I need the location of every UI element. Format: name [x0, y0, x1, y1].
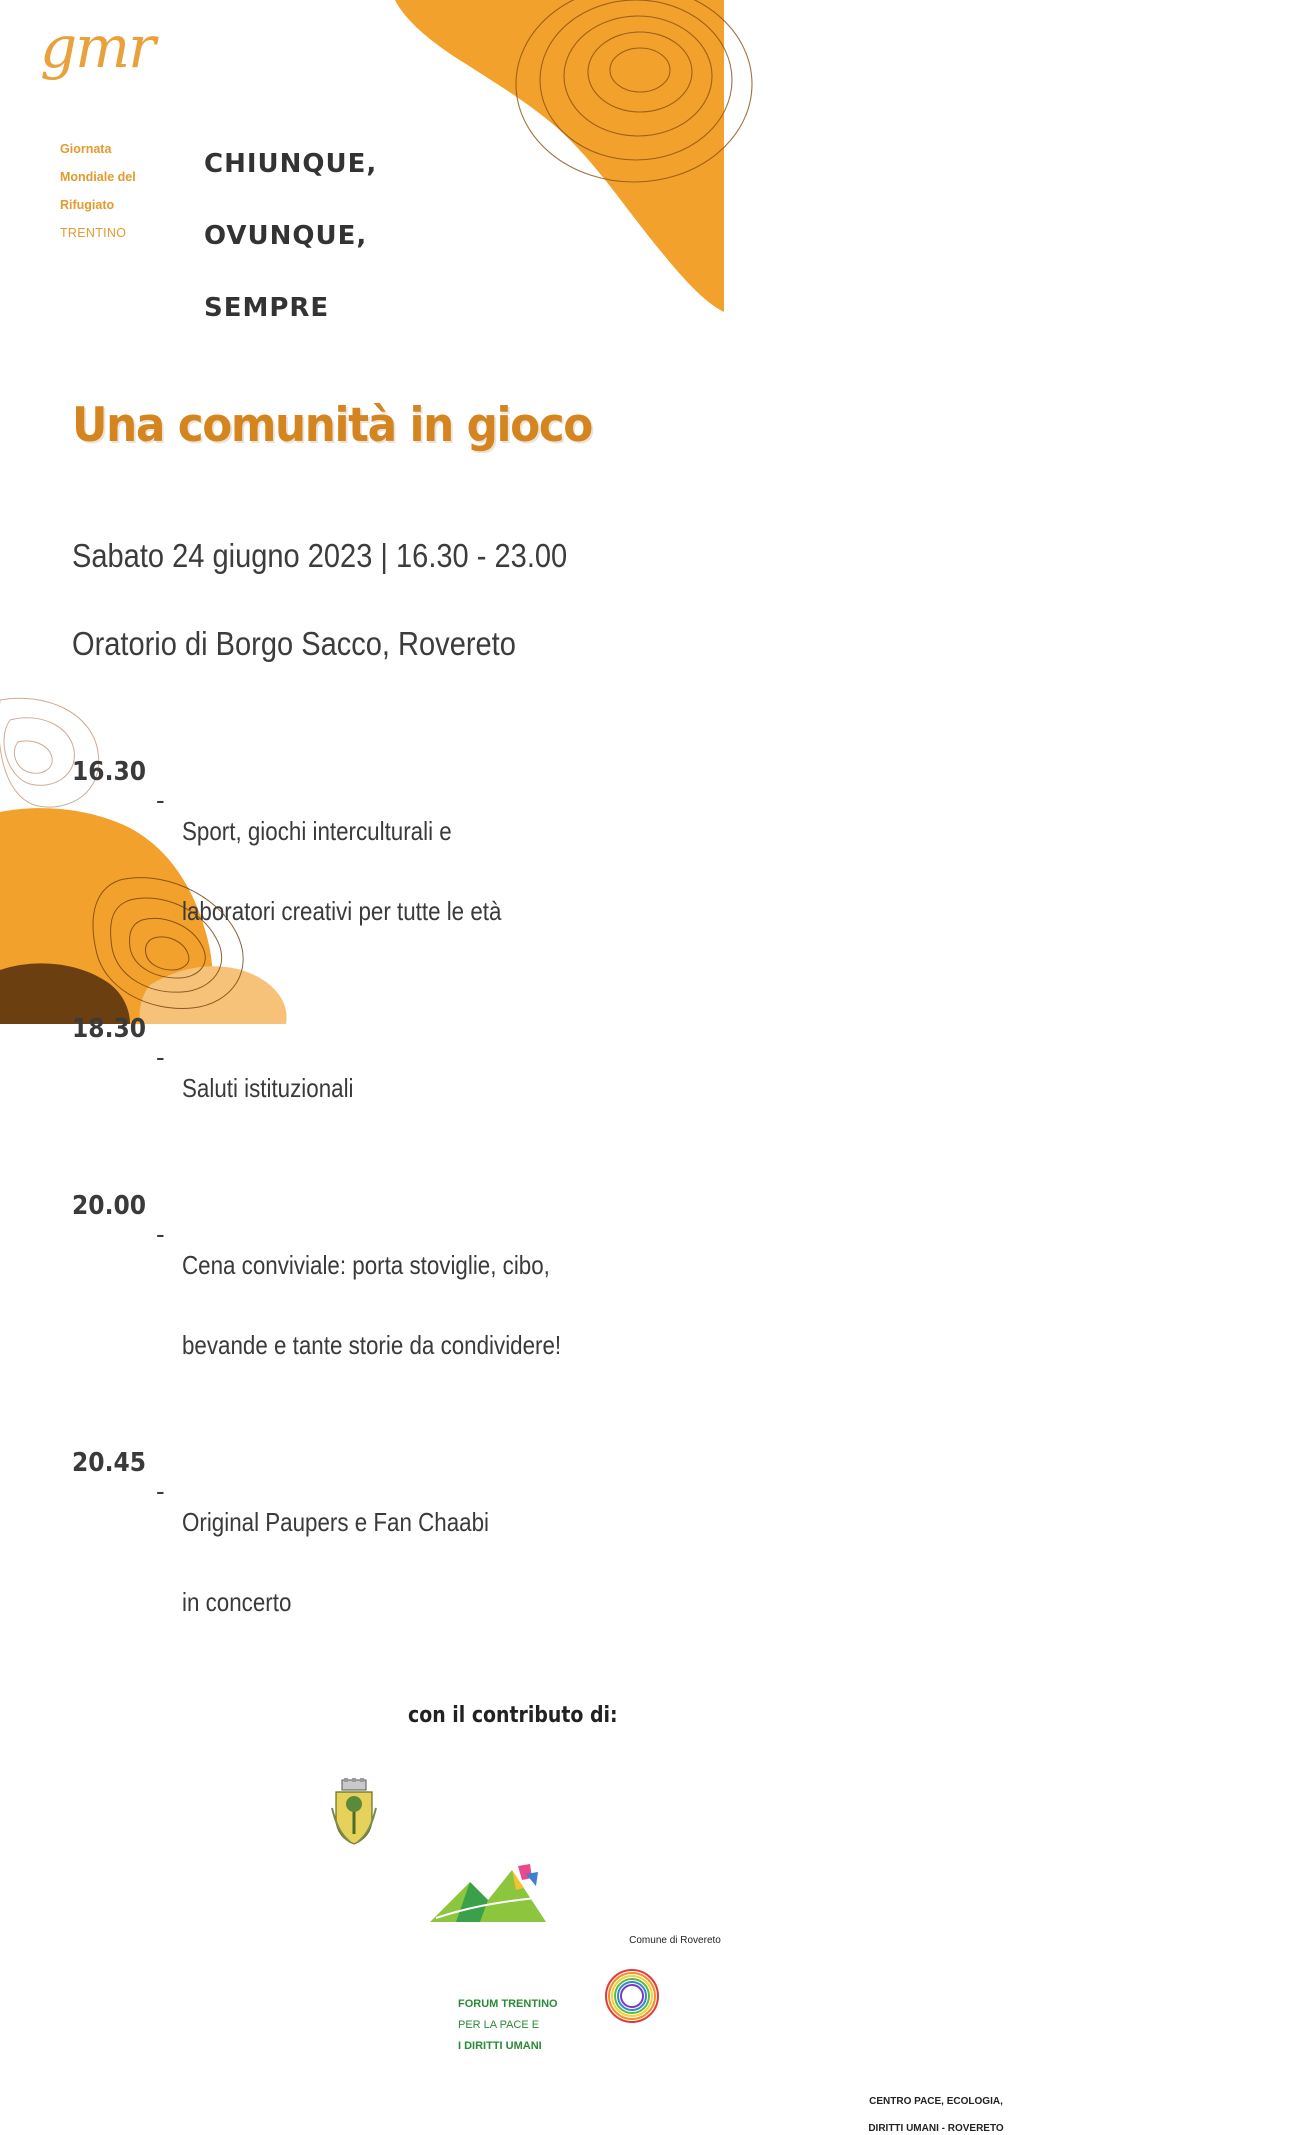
program-dash-1: - [156, 785, 165, 815]
event-date-time: Sabato 24 giugno 2023 | 16.30 - 23.00 [72, 537, 568, 574]
program-desc-4b: in concerto [182, 1587, 292, 1617]
program-dash-4: - [156, 1476, 165, 1506]
sponsor-comune-label: Comune di Rovereto [629, 1935, 721, 1946]
program-time-2: 18.30 [72, 1014, 147, 1044]
sponsor-forum-line-3: I DIRITTI UMANI [458, 2040, 542, 2052]
slogan-line-3: SEMPRE [204, 293, 330, 323]
sponsor-centro-line-2: DIRITTI UMANI - ROVERETO [868, 2123, 1004, 2134]
coat-of-arms-icon [330, 1778, 378, 1848]
program-time-4: 20.45 [72, 1448, 147, 1478]
slogan-line-2: OVUNQUE, [204, 221, 368, 251]
rainbow-circles-icon [604, 1968, 660, 2024]
program-desc-4a: Original Paupers e Fan Chaabi [182, 1507, 490, 1537]
program-desc-3a: Cena conviviale: porta stoviglie, cibo, [182, 1250, 550, 1280]
logo-text-line-4: TRENTINO [60, 226, 127, 240]
logo-text-line-1: Giornata [60, 142, 112, 156]
logo-text-line-3: Rifugiato [60, 198, 115, 212]
event-title: Una comunità in gioco [72, 398, 592, 453]
program-desc-1a: Sport, giochi interculturali e [182, 816, 452, 846]
program-desc-3b: bevande e tante storie da condividere! [182, 1330, 562, 1360]
program-desc-1b: laboratori creativi per tutte le età [182, 896, 502, 926]
program-time-3: 20.00 [72, 1191, 147, 1221]
program-dash-2: - [156, 1042, 165, 1072]
bottom-left-contours [0, 698, 99, 807]
program-dash-3: - [156, 1219, 165, 1249]
sponsor-forum-line-1: FORUM TRENTINO [458, 1998, 558, 2010]
gmr-logo-mark: gmr [40, 13, 154, 81]
sponsor-forum-line-2: PER LA PACE E [458, 2019, 540, 2031]
logo-text-line-2: Mondiale del [60, 170, 136, 184]
program-desc-2a: Saluti istituzionali [182, 1073, 354, 1103]
mountains-logo-icon [426, 1860, 550, 1926]
event-venue: Oratorio di Borgo Sacco, Rovereto [72, 625, 516, 662]
contribution-label: con il contributo di: [408, 1703, 618, 1728]
slogan-line-1: CHIUNQUE, [204, 149, 378, 179]
sponsor-centro-line-1: CENTRO PACE, ECOLOGIA, [869, 2096, 1003, 2107]
program-time-1: 16.30 [72, 757, 147, 787]
